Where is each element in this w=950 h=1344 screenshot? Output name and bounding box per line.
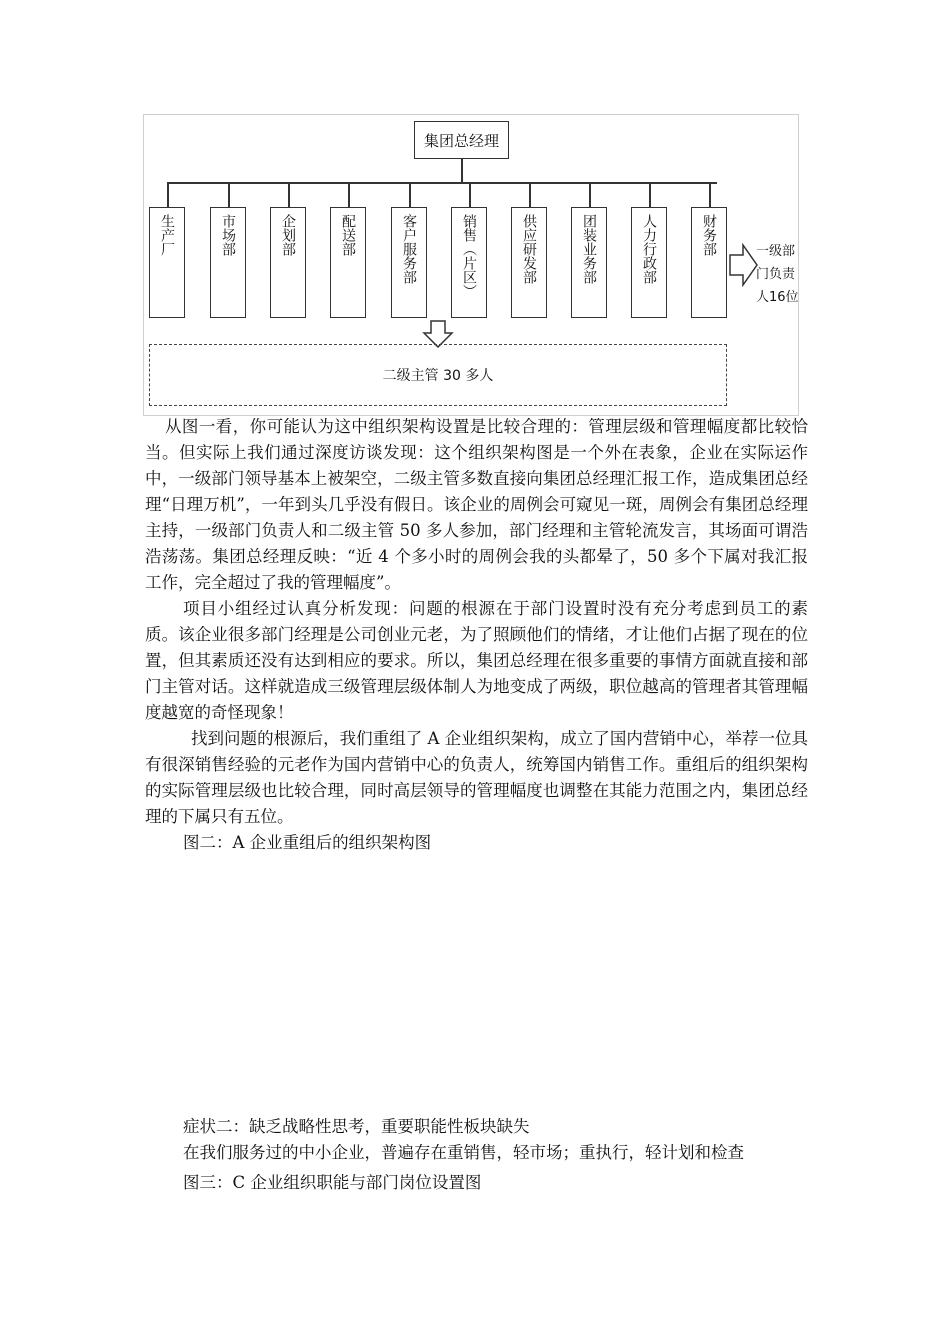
paragraph: 项目小组经过认真分析发现：问题的根源在于部门设置时没有充分考虑到员工的素质。该企业很多部门经理是公司创业元老，为了照顾他们的情绪，才让他们占据了现在的位置，但其素质还没有达到相应的要求。所以，集团总经理在很多重要的事情方面就直接和部门主管对话。这样就造成三级管理层级体制人为地变成了两级，职位越高的管理者其管理幅度越宽的奇怪现象！	[145, 599, 808, 722]
dept-box: 企划部	[270, 207, 306, 318]
paragraph: 找到问题的根源后，我们重组了 A 企业组织架构，成立了国内营销中心，举荐一位具有很深销售经验的元老作为国内营销中心的负责人，统筹国内销售工作。重组后的组织架构的实际管理层级也比较合理，同时高层领导的管理幅度也调整在其能力范围之内，集团总经理的下属只有五位。	[145, 729, 808, 826]
paragraph: 从图一看，你可能认为这中组织架构设置是比较合理的：管理层级和管理幅度都比较恰当。但实际上我们通过深度访谈发现：这个组织架构图是一个外在表象，企业在实际运作中，一级部门领导基本上被架空，二级主管多数直接向集团总经理汇报工作，造成集团总经理“日理万机”，一年到头几乎没有假日。该企业的周例会可窥见一斑，周例会有集团总经理主持，一级部门负责人和二级主管 50 多人参加，部门经理和主管轮流发言，其场面可谓浩浩荡荡。集团总经理反映：“近 4 个多小时的周例会我的头都晕了，50 多个下属对我汇报工作，完全超过了我的管理幅度”。	[145, 417, 808, 592]
right-arrow-icon	[729, 243, 759, 287]
dept-box: 销售（片区）	[451, 207, 487, 318]
paragraph: 在我们服务过的中小企业，普遍存在重销售，轻市场；重执行，轻计划和检查	[183, 1143, 744, 1162]
connector-vertical-dept	[288, 182, 290, 208]
dept-box: 市场部	[210, 207, 246, 318]
dept-box: 人力行政部	[631, 207, 667, 318]
org-top-box: 集团总经理	[414, 121, 509, 159]
dept-box: 生产厂	[149, 207, 185, 318]
body-text	[145, 414, 808, 856]
connector-vertical-dept	[409, 182, 411, 208]
connector-vertical-top	[461, 159, 463, 183]
dept-box: 供应研发部	[511, 207, 547, 318]
dept-box: 客户服务部	[391, 207, 427, 318]
connector-vertical-dept	[167, 182, 169, 208]
connector-vertical-dept	[589, 182, 591, 208]
connector-vertical-dept	[469, 182, 471, 208]
connector-vertical-dept	[649, 182, 651, 208]
connector-vertical-dept	[529, 182, 531, 208]
connector-vertical-dept	[709, 182, 711, 208]
second-level-box: 二级主管 30 多人	[149, 344, 727, 406]
section-heading: 症状二：缺乏战略性思考，重要职能性板块缺失	[183, 1117, 530, 1136]
figure-caption: 图三：C 企业组织职能与部门岗位设置图	[183, 1173, 482, 1192]
symptom-section	[145, 1114, 808, 1196]
dept-box: 财务部	[691, 207, 727, 318]
dept-box: 团装业务部	[571, 207, 607, 318]
connector-horizontal	[167, 182, 717, 184]
org-chart-figure	[143, 114, 799, 416]
first-level-note: 一级部门负责人16位	[756, 244, 799, 305]
connector-vertical-dept	[348, 182, 350, 208]
dept-box: 配送部	[330, 207, 366, 318]
figure-caption: 图二：A 企业重组后的组织架构图	[183, 833, 432, 852]
connector-vertical-dept	[228, 182, 230, 208]
